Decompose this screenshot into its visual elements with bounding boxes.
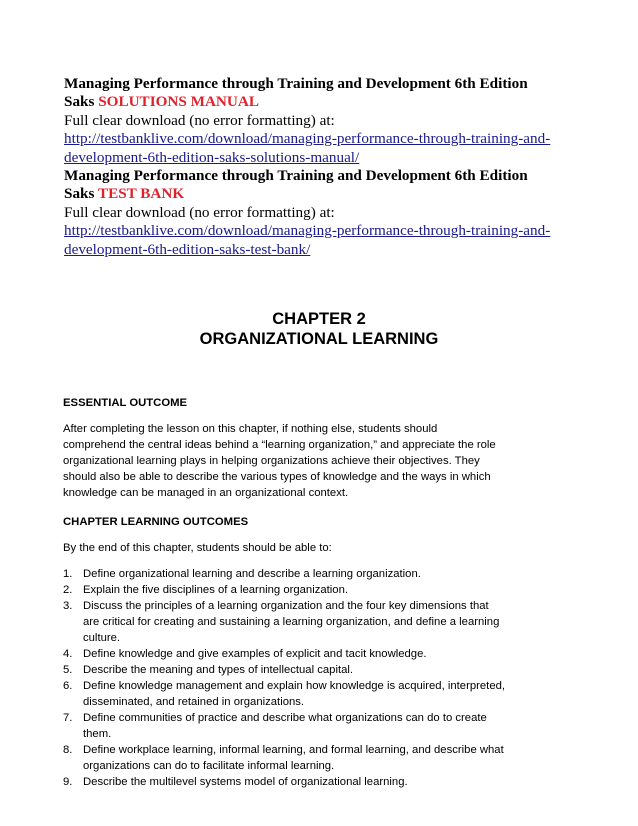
essential-outcome-paragraph: After completing the lesson on this chapter, if nothing else, students should comprehend the central ideas behind a “learning organization,” and appreciate the role organizational learning plays in helping organizations achieve their objectives. They should also be able to describe the various types of knowledge and the ways in which knowledge can be managed in an organizational context.	[63, 423, 496, 499]
list-item: 2. Explain the five disciplines of a learning organization.	[63, 584, 349, 596]
list-item: 5. Describe the meaning and types of intellectual capital.	[63, 664, 354, 676]
list-item: 7. Define communities of practice and describe what organizations can do to create them.	[63, 712, 487, 740]
download-note: Full clear download (no error formatting) at:	[64, 111, 335, 129]
essential-outcome-heading: ESSENTIAL OUTCOME	[63, 397, 188, 409]
learning-outcomes-heading: CHAPTER LEARNING OUTCOMES	[63, 516, 249, 528]
solutions-manual-tag: SOLUTIONS MANUAL	[98, 93, 259, 111]
download-header	[64, 75, 584, 259]
test-bank-entry	[64, 167, 584, 259]
book-title: Managing Performance through Training and Development 6th Edition Saks SOLUTIONS MANUAL	[64, 75, 528, 111]
solutions-manual-entry	[64, 75, 584, 167]
essential-outcome-section	[63, 395, 573, 501]
chapter-title: ORGANIZATIONAL LEARNING	[199, 330, 439, 348]
list-item: 3. Discuss the principles of a learning organization and the four key dimensions that are critical for creating and sustaining a learning organization, and define a learning culture.	[63, 600, 500, 644]
download-note: Full clear download (no error formatting) at:	[64, 203, 335, 221]
list-item: 4. Define knowledge and give examples of explicit and tacit knowledge.	[63, 648, 427, 660]
learning-outcomes-section	[63, 514, 573, 790]
list-item: 1. Define organizational learning and describe a learning organization.	[63, 568, 421, 580]
list-item: 8. Define workplace learning, informal learning, and formal learning, and describe what organizations can do to facilitate informal learning.	[63, 744, 504, 772]
learning-outcomes-intro: By the end of this chapter, students should be able to:	[63, 542, 332, 554]
list-item: 6. Define knowledge management and explain how knowledge is acquired, interpreted, disseminated, and retained in organizations.	[63, 680, 506, 708]
solutions-manual-link[interactable]: http://testbanklive.com/download/managing-performance-through-training-and- development-6th-edition-saks-solutions-manual/	[64, 130, 551, 166]
test-bank-link[interactable]: http://testbanklive.com/download/managing-performance-through-training-and- development-6th-edition-saks-test-bank/	[64, 222, 551, 258]
list-item: 9. Describe the multilevel systems model of organizational learning.	[63, 776, 408, 788]
learning-outcomes-list	[63, 566, 573, 790]
test-bank-tag: TEST BANK	[97, 185, 185, 203]
chapter-number: CHAPTER 2	[272, 310, 366, 328]
book-title: Managing Performance through Training and Development 6th Edition Saks TEST BANK	[64, 167, 528, 203]
